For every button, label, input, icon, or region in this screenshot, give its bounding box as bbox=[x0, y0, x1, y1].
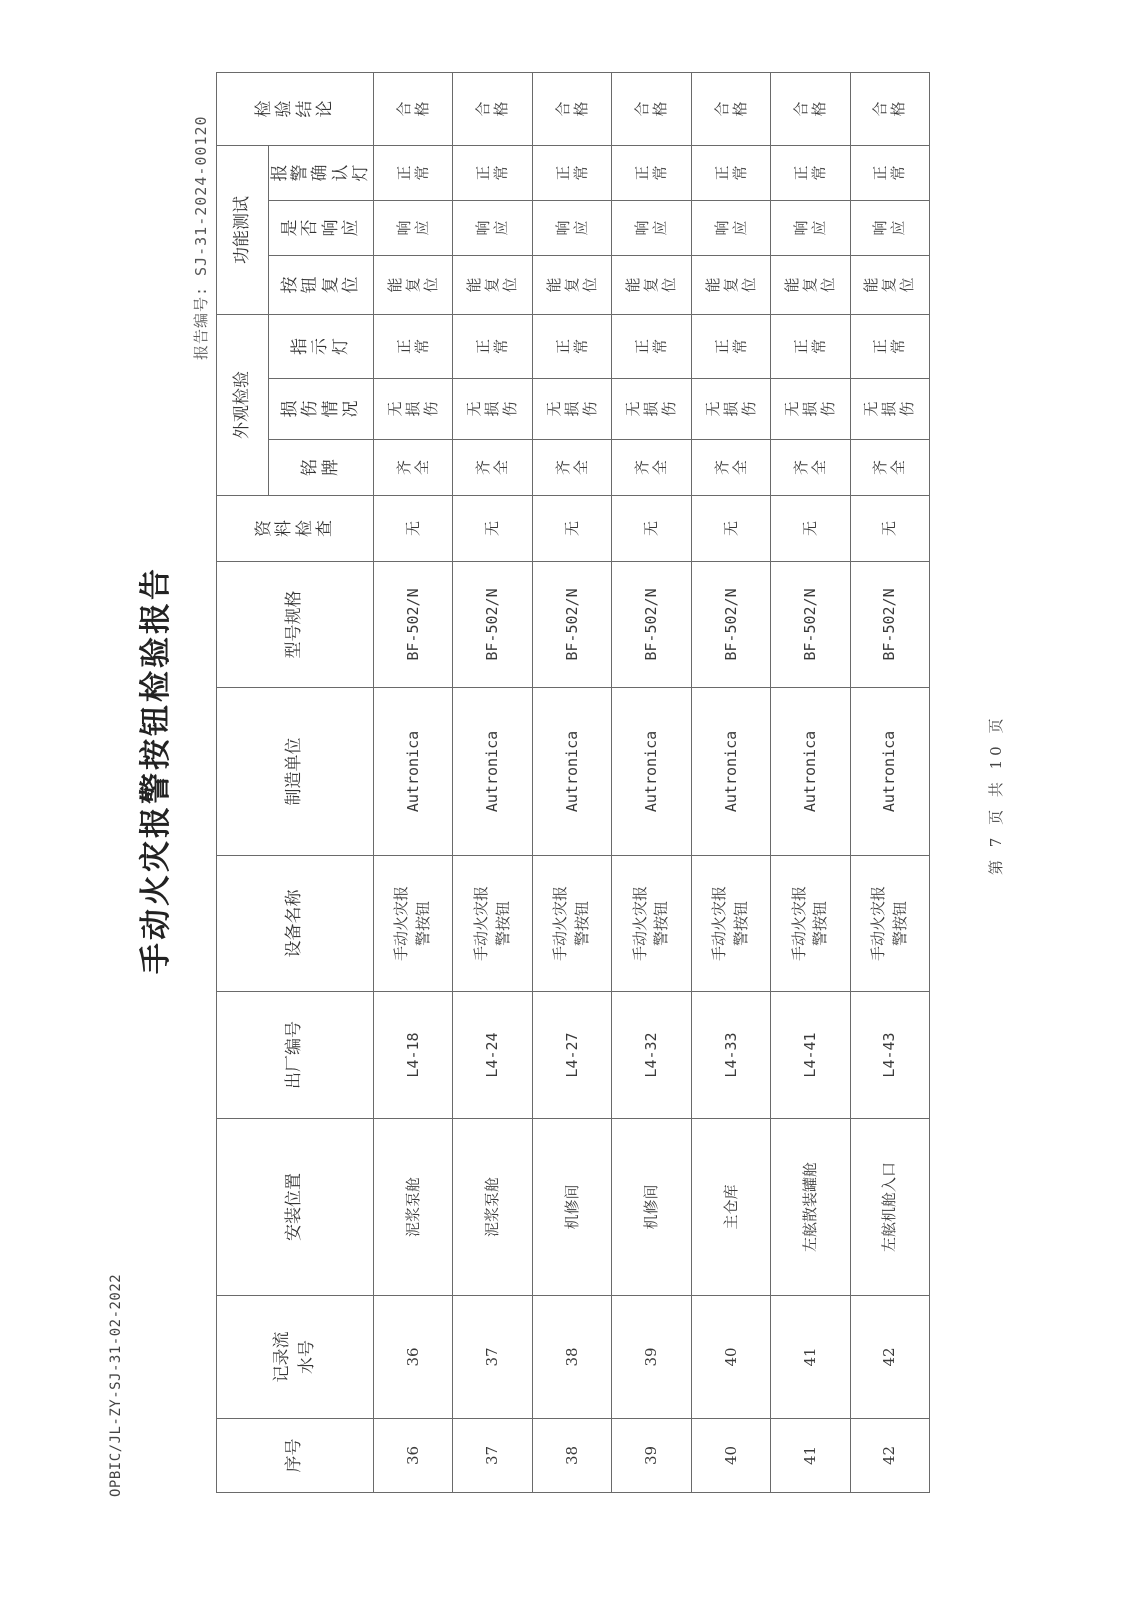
cell-device-name: 手动火灾报警按钮 bbox=[850, 856, 929, 992]
cell-indicator: 正常 bbox=[374, 315, 453, 379]
table-row bbox=[374, 73, 453, 1493]
cell-response: 响应 bbox=[374, 201, 453, 256]
cell-seq: 39 bbox=[612, 1419, 691, 1493]
cell-seq: 36 bbox=[374, 1419, 453, 1493]
header-seq: 序号 bbox=[217, 1419, 374, 1493]
cell-model: BF-502/N bbox=[612, 562, 691, 688]
cell-nameplate: 齐全 bbox=[532, 440, 611, 496]
cell-conclusion: 合格 bbox=[374, 73, 453, 146]
cell-doc-check: 无 bbox=[771, 496, 850, 562]
cell-nameplate: 齐全 bbox=[850, 440, 929, 496]
cell-manufacturer: Autronica bbox=[612, 688, 691, 856]
cell-factory-no: L4-18 bbox=[374, 992, 453, 1119]
cell-indicator: 正常 bbox=[691, 315, 770, 379]
table-row bbox=[453, 73, 532, 1493]
cell-nameplate: 齐全 bbox=[612, 440, 691, 496]
cell-doc-check: 无 bbox=[453, 496, 532, 562]
cell-doc-check: 无 bbox=[612, 496, 691, 562]
cell-response: 响应 bbox=[771, 201, 850, 256]
cell-nameplate: 齐全 bbox=[691, 440, 770, 496]
cell-conclusion: 合格 bbox=[532, 73, 611, 146]
cell-factory-no: L4-27 bbox=[532, 992, 611, 1119]
cell-nameplate: 齐全 bbox=[453, 440, 532, 496]
header-device-name: 设备名称 bbox=[217, 856, 374, 992]
cell-seq: 42 bbox=[850, 1419, 929, 1493]
cell-damage: 无损伤 bbox=[771, 379, 850, 440]
cell-factory-no: L4-33 bbox=[691, 992, 770, 1119]
cell-damage: 无损伤 bbox=[850, 379, 929, 440]
cell-button-reset: 能复位 bbox=[453, 256, 532, 315]
cell-alarm-confirm: 正常 bbox=[850, 146, 929, 201]
page-footer: 第 7 页 共 10 页 bbox=[987, 714, 1005, 875]
cell-location: 机修间 bbox=[612, 1119, 691, 1296]
cell-model: BF-502/N bbox=[374, 562, 453, 688]
header-button-reset: 按钮复位 bbox=[269, 256, 374, 315]
cell-indicator: 正常 bbox=[532, 315, 611, 379]
header-factory-no: 出厂编号 bbox=[217, 992, 374, 1119]
header-indicator: 指示灯 bbox=[269, 315, 374, 379]
cell-button-reset: 能复位 bbox=[612, 256, 691, 315]
report-number: 报告编号: SJ-31-2024-00120 bbox=[192, 115, 210, 360]
cell-manufacturer: Autronica bbox=[850, 688, 929, 856]
cell-response: 响应 bbox=[850, 201, 929, 256]
cell-button-reset: 能复位 bbox=[374, 256, 453, 315]
cell-record-no: 41 bbox=[771, 1296, 850, 1419]
table-row bbox=[532, 73, 611, 1493]
header-function-test: 功能测试 bbox=[217, 146, 269, 315]
cell-button-reset: 能复位 bbox=[532, 256, 611, 315]
cell-manufacturer: Autronica bbox=[453, 688, 532, 856]
cell-factory-no: L4-41 bbox=[771, 992, 850, 1119]
cell-factory-no: L4-24 bbox=[453, 992, 532, 1119]
cell-indicator: 正常 bbox=[771, 315, 850, 379]
cell-button-reset: 能复位 bbox=[771, 256, 850, 315]
cell-indicator: 正常 bbox=[453, 315, 532, 379]
cell-model: BF-502/N bbox=[691, 562, 770, 688]
table-row bbox=[850, 73, 929, 1493]
cell-response: 响应 bbox=[453, 201, 532, 256]
cell-device-name: 手动火灾报警按钮 bbox=[771, 856, 850, 992]
cell-alarm-confirm: 正常 bbox=[532, 146, 611, 201]
cell-model: BF-502/N bbox=[850, 562, 929, 688]
cell-damage: 无损伤 bbox=[374, 379, 453, 440]
cell-record-no: 40 bbox=[691, 1296, 770, 1419]
header-nameplate: 铭牌 bbox=[269, 440, 374, 496]
cell-response: 响应 bbox=[612, 201, 691, 256]
header-model: 型号规格 bbox=[217, 562, 374, 688]
cell-damage: 无损伤 bbox=[532, 379, 611, 440]
cell-record-no: 38 bbox=[532, 1296, 611, 1419]
cell-damage: 无损伤 bbox=[691, 379, 770, 440]
cell-conclusion: 合格 bbox=[691, 73, 770, 146]
table-row bbox=[691, 73, 770, 1493]
cell-factory-no: L4-32 bbox=[612, 992, 691, 1119]
cell-record-no: 37 bbox=[453, 1296, 532, 1419]
cell-seq: 38 bbox=[532, 1419, 611, 1493]
cell-manufacturer: Autronica bbox=[771, 688, 850, 856]
cell-seq: 37 bbox=[453, 1419, 532, 1493]
cell-damage: 无损伤 bbox=[612, 379, 691, 440]
cell-alarm-confirm: 正常 bbox=[374, 146, 453, 201]
header-conclusion: 检验结论 bbox=[217, 73, 374, 146]
cell-location: 左舷机舱入口 bbox=[850, 1119, 929, 1296]
cell-doc-check: 无 bbox=[532, 496, 611, 562]
cell-nameplate: 齐全 bbox=[771, 440, 850, 496]
cell-doc-check: 无 bbox=[691, 496, 770, 562]
cell-record-no: 39 bbox=[612, 1296, 691, 1419]
cell-seq: 40 bbox=[691, 1419, 770, 1493]
header-manufacturer: 制造单位 bbox=[217, 688, 374, 856]
cell-factory-no: L4-43 bbox=[850, 992, 929, 1119]
cell-model: BF-502/N bbox=[771, 562, 850, 688]
cell-doc-check: 无 bbox=[374, 496, 453, 562]
cell-alarm-confirm: 正常 bbox=[691, 146, 770, 201]
cell-conclusion: 合格 bbox=[453, 73, 532, 146]
cell-conclusion: 合格 bbox=[850, 73, 929, 146]
cell-manufacturer: Autronica bbox=[374, 688, 453, 856]
table-row bbox=[612, 73, 691, 1493]
cell-button-reset: 能复位 bbox=[691, 256, 770, 315]
cell-device-name: 手动火灾报警按钮 bbox=[691, 856, 770, 992]
cell-device-name: 手动火灾报警按钮 bbox=[374, 856, 453, 992]
header-doc-check: 资料检查 bbox=[217, 496, 374, 562]
header-appearance: 外观检验 bbox=[217, 315, 269, 496]
cell-alarm-confirm: 正常 bbox=[612, 146, 691, 201]
cell-model: BF-502/N bbox=[453, 562, 532, 688]
header-response: 是否响应 bbox=[269, 201, 374, 256]
header-location: 安装位置 bbox=[217, 1119, 374, 1296]
cell-location: 机修间 bbox=[532, 1119, 611, 1296]
cell-conclusion: 合格 bbox=[771, 73, 850, 146]
cell-manufacturer: Autronica bbox=[532, 688, 611, 856]
cell-damage: 无损伤 bbox=[453, 379, 532, 440]
cell-button-reset: 能复位 bbox=[850, 256, 929, 315]
cell-nameplate: 齐全 bbox=[374, 440, 453, 496]
cell-location: 左舷散装罐舱 bbox=[771, 1119, 850, 1296]
cell-response: 响应 bbox=[532, 201, 611, 256]
table-row bbox=[771, 73, 850, 1493]
cell-alarm-confirm: 正常 bbox=[453, 146, 532, 201]
cell-response: 响应 bbox=[691, 201, 770, 256]
cell-device-name: 手动火灾报警按钮 bbox=[532, 856, 611, 992]
cell-location: 主仓库 bbox=[691, 1119, 770, 1296]
cell-doc-check: 无 bbox=[850, 496, 929, 562]
cell-record-no: 36 bbox=[374, 1296, 453, 1419]
cell-location: 泥浆泵舱 bbox=[374, 1119, 453, 1296]
cell-alarm-confirm: 正常 bbox=[771, 146, 850, 201]
cell-manufacturer: Autronica bbox=[691, 688, 770, 856]
cell-seq: 41 bbox=[771, 1419, 850, 1493]
inspection-table bbox=[216, 72, 930, 1493]
cell-model: BF-502/N bbox=[532, 562, 611, 688]
header-alarm-confirm: 报警确认灯 bbox=[269, 146, 374, 201]
report-title: 手动火灾报警按钮检验报告 bbox=[138, 566, 174, 974]
cell-record-no: 42 bbox=[850, 1296, 929, 1419]
cell-location: 泥浆泵舱 bbox=[453, 1119, 532, 1296]
form-code: OPBIC/JL-ZY-SJ-31-02-2022 bbox=[108, 1273, 124, 1497]
cell-device-name: 手动火灾报警按钮 bbox=[612, 856, 691, 992]
cell-device-name: 手动火灾报警按钮 bbox=[453, 856, 532, 992]
cell-indicator: 正常 bbox=[850, 315, 929, 379]
cell-indicator: 正常 bbox=[612, 315, 691, 379]
header-record-no: 记录流水号 bbox=[217, 1296, 374, 1419]
header-damage: 损伤情况 bbox=[269, 379, 374, 440]
cell-conclusion: 合格 bbox=[612, 73, 691, 146]
